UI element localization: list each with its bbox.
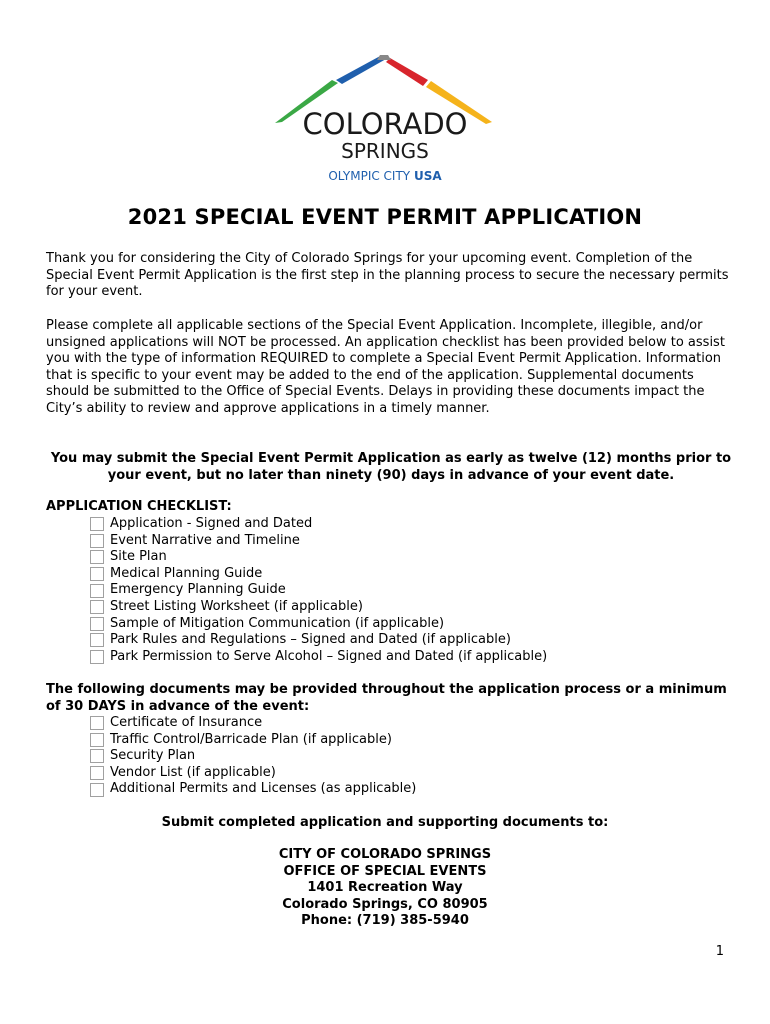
checklist-item-label: Park Rules and Regulations – Signed and Dated (if applicable) <box>110 632 511 648</box>
checklist-item <box>90 649 547 666</box>
checklist-item-label: Site Plan <box>110 549 167 565</box>
checkbox[interactable] <box>90 534 104 548</box>
checklist-item <box>90 599 547 616</box>
address-line-4: Colorado Springs, CO 80905 <box>282 896 488 912</box>
checklist-item-label: Sample of Mitigation Communication (if applicable) <box>110 615 445 631</box>
checklist-item <box>90 616 547 633</box>
address-line-1: CITY OF COLORADO SPRINGS <box>278 847 492 862</box>
checkbox[interactable] <box>90 567 104 581</box>
checklist-item-label: Event Narrative and Timeline <box>110 532 300 548</box>
checklist-item <box>90 549 547 566</box>
checklist-item-label: Traffic Control/Barricade Plan (if applicable) <box>110 731 392 747</box>
checklist-item-label: Street Listing Worksheet (if applicable) <box>110 598 363 614</box>
mountain-logo-icon <box>270 50 500 185</box>
application-checklist <box>90 516 547 665</box>
submission-deadline-notice: You may submit the Special Event Permit Application as early as twelve (12) months prior to your event, but no later than ninety (90) days in advance of your event date. <box>50 451 732 483</box>
checkbox[interactable] <box>90 766 104 780</box>
checklist-item <box>90 582 547 599</box>
checklist-item-label: Certificate of Insurance <box>110 715 263 730</box>
logo-tagline-a: OLYMPIC CITY <box>328 169 414 183</box>
checkbox[interactable] <box>90 517 104 531</box>
intro-paragraph-1: Thank you for considering the City of Colorado Springs for your upcoming event. Completion of the Special Event Permit Application is the first step in the planning process to secure the necessary permits for your event. <box>46 251 729 300</box>
page-title: 2021 SPECIAL EVENT PERMIT APPLICATION <box>127 205 643 229</box>
address-line-3: 1401 Recreation Way <box>307 880 463 896</box>
checkbox[interactable] <box>90 650 104 664</box>
checklist-item <box>90 732 416 749</box>
checklist-item-label: Emergency Planning Guide <box>110 582 286 598</box>
checkbox[interactable] <box>90 600 104 614</box>
checklist-item <box>90 748 416 765</box>
checklist-item-label: Vendor List (if applicable) <box>110 764 276 780</box>
checkbox[interactable] <box>90 783 104 797</box>
later-documents-heading: The following documents may be provided throughout the application process or a minimum of 30 DAYS in advance of the event: <box>46 682 727 714</box>
submit-heading: Submit completed application and supporting documents to: <box>161 815 609 830</box>
intro-paragraph-2: Please complete all applicable sections of the Special Event Application. Incomplete, illegible, and/or unsigned applications will NOT be processed. An application checklist has been provided below to assist you with the type of information REQUIRED to complete a Special Event Permit Application. Information that is specific to your event may be added to the end of the application. Supplemental documents should be submitted to the Office of Special Events. Delays in providing these documents impact the City’s ability to review and approve applications in a timely manner. <box>46 318 725 416</box>
checkbox[interactable] <box>90 633 104 647</box>
checklist-item <box>90 715 416 732</box>
address-phone: Phone: (719) 385-5940 <box>301 913 469 929</box>
checkbox[interactable] <box>90 584 104 598</box>
checkbox[interactable] <box>90 749 104 763</box>
mailing-address <box>0 847 770 930</box>
checklist-item-label: Medical Planning Guide <box>110 565 263 581</box>
logo-tagline-b: USA <box>413 169 442 183</box>
logo-line2: SPRINGS <box>341 139 429 163</box>
later-documents-checklist <box>90 715 416 798</box>
checklist-item-label: Application - Signed and Dated <box>110 516 313 531</box>
checklist-item-label: Security Plan <box>110 748 196 764</box>
checkbox[interactable] <box>90 550 104 564</box>
logo-line1: COLORADO <box>302 107 468 141</box>
checklist-item <box>90 533 547 550</box>
page-number: 1 <box>715 944 724 959</box>
checklist-item-label: Park Permission to Serve Alcohol – Signed and Dated (if applicable) <box>110 648 548 664</box>
colorado-springs-logo <box>270 50 500 185</box>
checkbox[interactable] <box>90 733 104 747</box>
checklist-item <box>90 566 547 583</box>
svg-text:OLYMPIC CITY USA <box>328 169 442 183</box>
checklist-heading: APPLICATION CHECKLIST: <box>46 499 232 514</box>
checkbox[interactable] <box>90 617 104 631</box>
checklist-item <box>90 516 547 533</box>
checklist-item-label: Additional Permits and Licenses (as applicable) <box>110 781 417 797</box>
address-line-2: OFFICE OF SPECIAL EVENTS <box>283 863 487 879</box>
checklist-item <box>90 765 416 782</box>
checklist-item <box>90 781 416 798</box>
checkbox[interactable] <box>90 716 104 730</box>
checklist-item <box>90 632 547 649</box>
